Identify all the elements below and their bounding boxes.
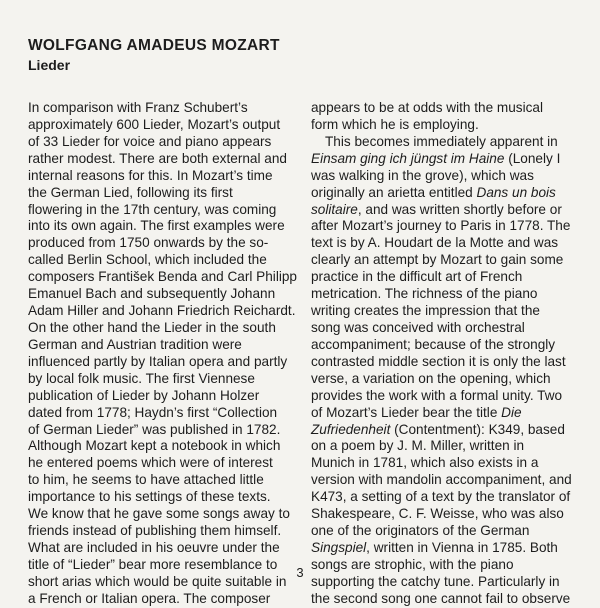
text-run: On the other hand the Lieder in the south: [28, 319, 276, 335]
text-line: [28, 100, 290, 117]
text-run: importance to his settings of these texts.: [28, 489, 271, 505]
text-run: , written in Vienna in 1785. Both: [366, 539, 558, 555]
text-line: [28, 286, 290, 303]
text-run: produced from 1750 onwards by the so-: [28, 235, 269, 251]
text-run: he entered poems which were of interest: [28, 455, 273, 471]
text-run: German and Austrian tradition were: [28, 336, 242, 352]
text-line: [28, 185, 290, 202]
text-run: (Lonely I: [504, 150, 561, 166]
text-run: the German Lied, following its first: [28, 184, 233, 200]
text-run: song was conceived with orchestral: [311, 319, 525, 335]
text-run: , and was written shortly before or: [357, 201, 562, 217]
text-run: was walking in the grove), which was: [311, 167, 534, 183]
italic-title-text: Einsam ging ich jüngst im Haine: [311, 150, 505, 166]
text-run: one of the originators of the German: [311, 523, 530, 539]
text-line: [311, 100, 573, 117]
text-run: We know that he gave some songs away to: [28, 506, 290, 522]
page-subtitle: Lieder: [28, 57, 71, 73]
text-run: Shakespeare, C. F. Weisse, who was also: [311, 506, 564, 522]
text-run: version with mandolin accompaniment, and: [311, 472, 572, 488]
text-line: [311, 134, 573, 151]
text-run: rather modest. There are both external and: [28, 150, 287, 166]
text-line: [28, 591, 290, 608]
text-line: [28, 388, 290, 405]
text-line: [28, 151, 290, 168]
text-line: [28, 540, 290, 557]
text-run: dated from 1778; Haydn’s first “Collection: [28, 404, 278, 420]
text-run: composers František Benda and Carl Philipp: [28, 269, 297, 285]
text-line: [311, 455, 573, 472]
text-run: flowering in the 17th century, was coming: [28, 201, 277, 217]
italic-title-text: Zufriedenheit: [311, 421, 391, 437]
text-line: [311, 388, 573, 405]
text-line: [311, 303, 573, 320]
text-line: [28, 371, 290, 388]
text-line: [28, 455, 290, 472]
text-run: Adam Hiller and Johann Friedrich Reichardt.: [28, 303, 296, 319]
text-line: [311, 523, 573, 540]
text-line: [28, 252, 290, 269]
text-run: friends instead of publishing them himself.: [28, 523, 282, 539]
text-run: accompaniment; because of the strongly: [311, 336, 556, 352]
text-run: title of “Lieder” bear more resemblance to: [28, 556, 278, 572]
italic-title-text: Dans un bois: [476, 184, 556, 200]
text-run: influenced partly by Italian opera and partly: [28, 353, 288, 369]
left-text-column: [28, 100, 297, 608]
text-line: [311, 235, 573, 252]
text-line: [311, 591, 573, 608]
text-run: a French or Italian opera. The composer: [28, 590, 271, 606]
text-line: [311, 252, 573, 269]
text-run: appears to be at odds with the musical: [311, 100, 543, 115]
text-line: [311, 286, 573, 303]
text-run: on a poem by J. M. Miller, written in: [311, 438, 525, 454]
text-line: [28, 269, 297, 286]
text-line: [28, 405, 290, 422]
text-line: [311, 320, 573, 337]
page-title: WOLFGANG AMADEUS MOZART: [28, 37, 280, 54]
text-run: What are included in his oeuvre under the: [28, 539, 280, 555]
text-run: (Contentment): K349, based: [390, 421, 565, 437]
text-run: by local folk music. The first Viennese: [28, 370, 255, 386]
text-line: [28, 337, 290, 354]
page-number: 3: [296, 565, 304, 580]
text-run: supporting the catchy tune. Particularly in: [311, 573, 560, 589]
text-line: [311, 489, 573, 506]
text-run: internal reasons for this. In Mozart’s time: [28, 167, 273, 183]
text-run: after Mozart’s journey to Paris in 1778. The: [311, 218, 571, 234]
text-run: Munich in 1781, which also exists in a: [311, 455, 539, 471]
text-line: [311, 117, 573, 134]
text-run: Although Mozart kept a notebook in which: [28, 438, 281, 454]
text-run: form which he is employing.: [311, 116, 479, 132]
text-line: [28, 438, 290, 455]
text-run: approximately 600 Lieder, Mozart’s output: [28, 116, 281, 132]
text-line: [28, 303, 296, 320]
text-run: into its own again. The first examples were: [28, 218, 285, 234]
text-line: [28, 168, 290, 185]
text-line: [311, 168, 573, 185]
text-line: [28, 117, 290, 134]
text-line: [311, 337, 573, 354]
text-line: [311, 218, 573, 235]
text-line: [28, 422, 290, 439]
text-line: [28, 523, 290, 540]
italic-title-text: Singspiel: [311, 539, 367, 555]
text-line: [311, 202, 573, 219]
text-line: [311, 269, 573, 286]
text-line: [28, 472, 290, 489]
text-line: [311, 422, 573, 439]
text-line: [311, 151, 573, 168]
text-run: short arias which would be quite suitable in: [28, 573, 287, 589]
text-line: [28, 489, 290, 506]
text-run: This becomes immediately apparent in: [325, 133, 558, 149]
text-run: In comparison with Franz Schubert’s: [28, 100, 248, 115]
text-line: [28, 354, 290, 371]
text-run: of German Lieder” was published in 1782.: [28, 421, 281, 437]
text-line: [311, 354, 573, 371]
italic-title-text: Die: [501, 404, 522, 420]
text-run: to him, he seems to have attached little: [28, 472, 264, 488]
text-line: [311, 540, 573, 557]
text-run: Emanuel Bach and subsequently Johann: [28, 286, 276, 302]
text-line: [311, 405, 573, 422]
text-line: [28, 506, 290, 523]
text-run: K473, a setting of a text by the translator of: [311, 489, 571, 505]
text-run: writing creates the impression that the: [311, 303, 540, 319]
text-run: verse, a variation on the opening, which: [311, 370, 551, 386]
text-line: [28, 134, 290, 151]
text-run: provides the work with a formal unity. Two: [311, 387, 563, 403]
text-line: [311, 438, 573, 455]
text-run: called Berlin School, which included the: [28, 252, 267, 268]
text-run: originally an arietta entitled: [311, 184, 477, 200]
text-run: metrication. The richness of the piano: [311, 286, 538, 302]
text-line: [311, 472, 573, 489]
right-text-column: [311, 100, 573, 608]
text-line: [311, 371, 573, 388]
text-run: contrasted middle section it is only the last: [311, 353, 566, 369]
text-line: [28, 235, 290, 252]
text-run: text is by A. Houdart de la Motte and was: [311, 235, 559, 251]
text-line: [28, 320, 290, 337]
text-run: the second song one cannot fail to observe: [311, 590, 571, 606]
text-run: practice in the difficult art of French: [311, 269, 523, 285]
text-run: clearly an attempt by Mozart to gain some: [311, 252, 564, 268]
text-line: [28, 218, 290, 235]
text-line: [28, 202, 290, 219]
text-line: [311, 506, 573, 523]
text-run: songs are strophic, with the piano: [311, 556, 514, 572]
text-run: of 33 Lieder for voice and piano appears: [28, 133, 272, 149]
text-run: of Mozart’s Lieder bear the title: [311, 404, 502, 420]
text-run: publication of Lieder by Johann Holzer: [28, 387, 260, 403]
text-line: [311, 185, 573, 202]
italic-title-text: solitaire: [311, 201, 358, 217]
